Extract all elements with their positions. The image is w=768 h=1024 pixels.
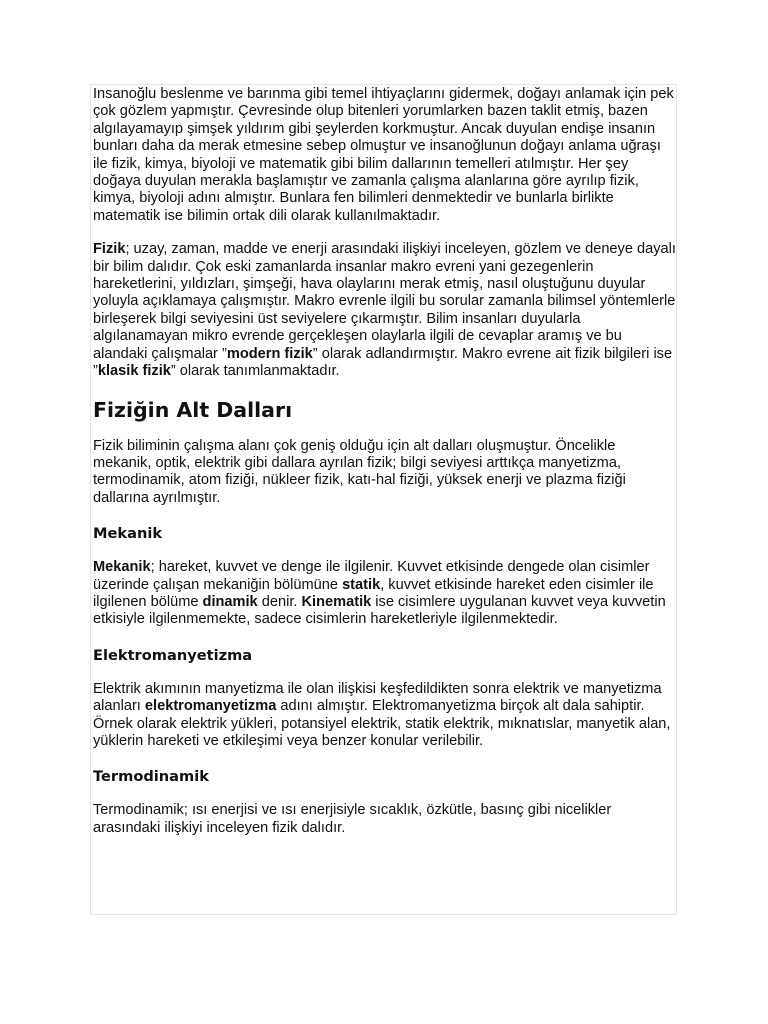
statik-term: statik bbox=[342, 576, 381, 593]
elektro-text-2: adını almıştır. Elektromanyetizma birçok alt dala sahiptir. Örnek olarak elektrik yükleri, potansiyel elektrik, statik elektrik, mıknatıslar, manyetik alan, yüklerin hareketi ve etkileşimi veya benzer konular verilebilir. bbox=[93, 698, 671, 749]
elektromanyetizma-paragraph bbox=[93, 681, 676, 751]
mekanik-text-2: , kuvvet etkisinde hareket eden cisimler ile ilgilenen bölüme bbox=[93, 576, 654, 610]
mekanik-text-3: denir. bbox=[257, 593, 302, 610]
document-page bbox=[90, 84, 677, 915]
mekanik-heading: Mekanik bbox=[93, 525, 163, 543]
modern-fizik-term: modern fizik bbox=[226, 345, 313, 362]
dinamik-term: dinamik bbox=[202, 593, 258, 610]
mekanik-term: Mekanik bbox=[93, 559, 151, 576]
alt-dallar-heading: Fiziğin Alt Dalları bbox=[93, 397, 293, 422]
intro-paragraph: Insanoğlu beslenme ve barınma gibi temel ihtiyaçlarını gidermek, doğayı anlamak için pek çok gözlem yapmıştır. Çevresinde olup bitenleri yorumlarken bazen taklit etmiş, bazen algılayamayıp şimşek yıldırım gibi şeylerden korkmuştur. Ancak duyulan endişe insanın bunları daha da merak etmesine sebep olmuştur ve insanoğlunun doğayı anlama uğraşı ile fizik, kimya, biyoloji ve matematik gibi bilim dallarının temelleri atılmıştır. Her şey doğaya duyulan merakla başlamıştır ve zamanla çalışma alanlarına göre ayrılıp fizik, kimya, biyoloji adını almıştır. Bunlara fen bilimleri denmektedir ve bunlarla birlikte matematik ise bilimin ortak dili olarak kullanılmaktadır. bbox=[93, 86, 674, 224]
elektromanyetizma-term: elektromanyetizma bbox=[144, 698, 277, 715]
mekanik-text-1: ; hareket, kuvvet ve denge ile ilgilenir. Kuvvet etkisinde dengede olan cisimler üzerinde çalışan mekaniğin bölümüne bbox=[93, 559, 650, 593]
elektromanyetizma-heading: Elektromanyetizma bbox=[93, 646, 253, 664]
fizik-term: Fizik bbox=[93, 241, 126, 258]
fizik-text-3: ” olarak tanımlanmaktadır. bbox=[170, 363, 340, 380]
fizik-text-1: ; uzay, zaman, madde ve enerji arasındaki ilişkiyi inceleyen, gözlem ve deneye dayalı bir bilim dalıdır. Çok eski zamanlarda insanlar makro evreni yani gezegenlerin hareketlerini, yıldızları, şimşeği, hava olaylarını merak etmiş, nasıl oluştuğunu duyular yoluyla açıklamaya çalışmıştır. Makro evrenle ilgili bu sorular zamanla bilimsel yöntemlerle birleşerek bilgi seviyesini üst seviyelere çıkarmıştır. Bilim insanları duyularla algılanamayan mikro evrende gerçekleşen olaylarla ilgili de cevaplar aramış ve bu alandaki çalışmalar ” bbox=[93, 241, 676, 362]
kinematik-term: Kinematik bbox=[301, 593, 372, 610]
alt-dallar-paragraph: Fizik biliminin çalışma alanı çok geniş olduğu için alt dalları oluşmuştur. Öncelikle mekanik, optik, elektrik gibi dallara ayrılan fizik; bilgi seviyesi arttıkça manyetizma, termodinamik, atom fiziği, nükleer fizik, katı-hal fiziği, yüksek enerji ve plazma fiziği dallarına ayrılmıştır. bbox=[93, 437, 626, 506]
fizik-paragraph bbox=[93, 241, 676, 380]
mekanik-paragraph bbox=[93, 559, 676, 629]
termodinamik-paragraph: Termodinamik; ısı enerjisi ve ısı enerjisiyle sıcaklık, özkütle, basınç gibi nicelikler arasındaki ilişkiyi inceleyen fizik dalıdır. bbox=[93, 802, 612, 836]
termodinamik-heading: Termodinamik bbox=[93, 768, 209, 786]
klasik-fizik-term: klasik fizik bbox=[97, 363, 171, 380]
elektro-text-1: Elektrik akımının manyetizma ile olan ilişkisi keşfedildikten sonra elektrik ve manyetizma alanları bbox=[93, 680, 662, 715]
mekanik-text-4: ise cisimlere uygulanan kuvvet veya kuvvetin etkisiyle ilgilenmemekte, sadece cisimlerin hareketleriyle ilgilenmektedir. bbox=[93, 593, 666, 628]
fizik-text-2: ” olarak adlandırmıştır. Makro evrene ait fizik bilgileri ise ” bbox=[93, 345, 673, 380]
